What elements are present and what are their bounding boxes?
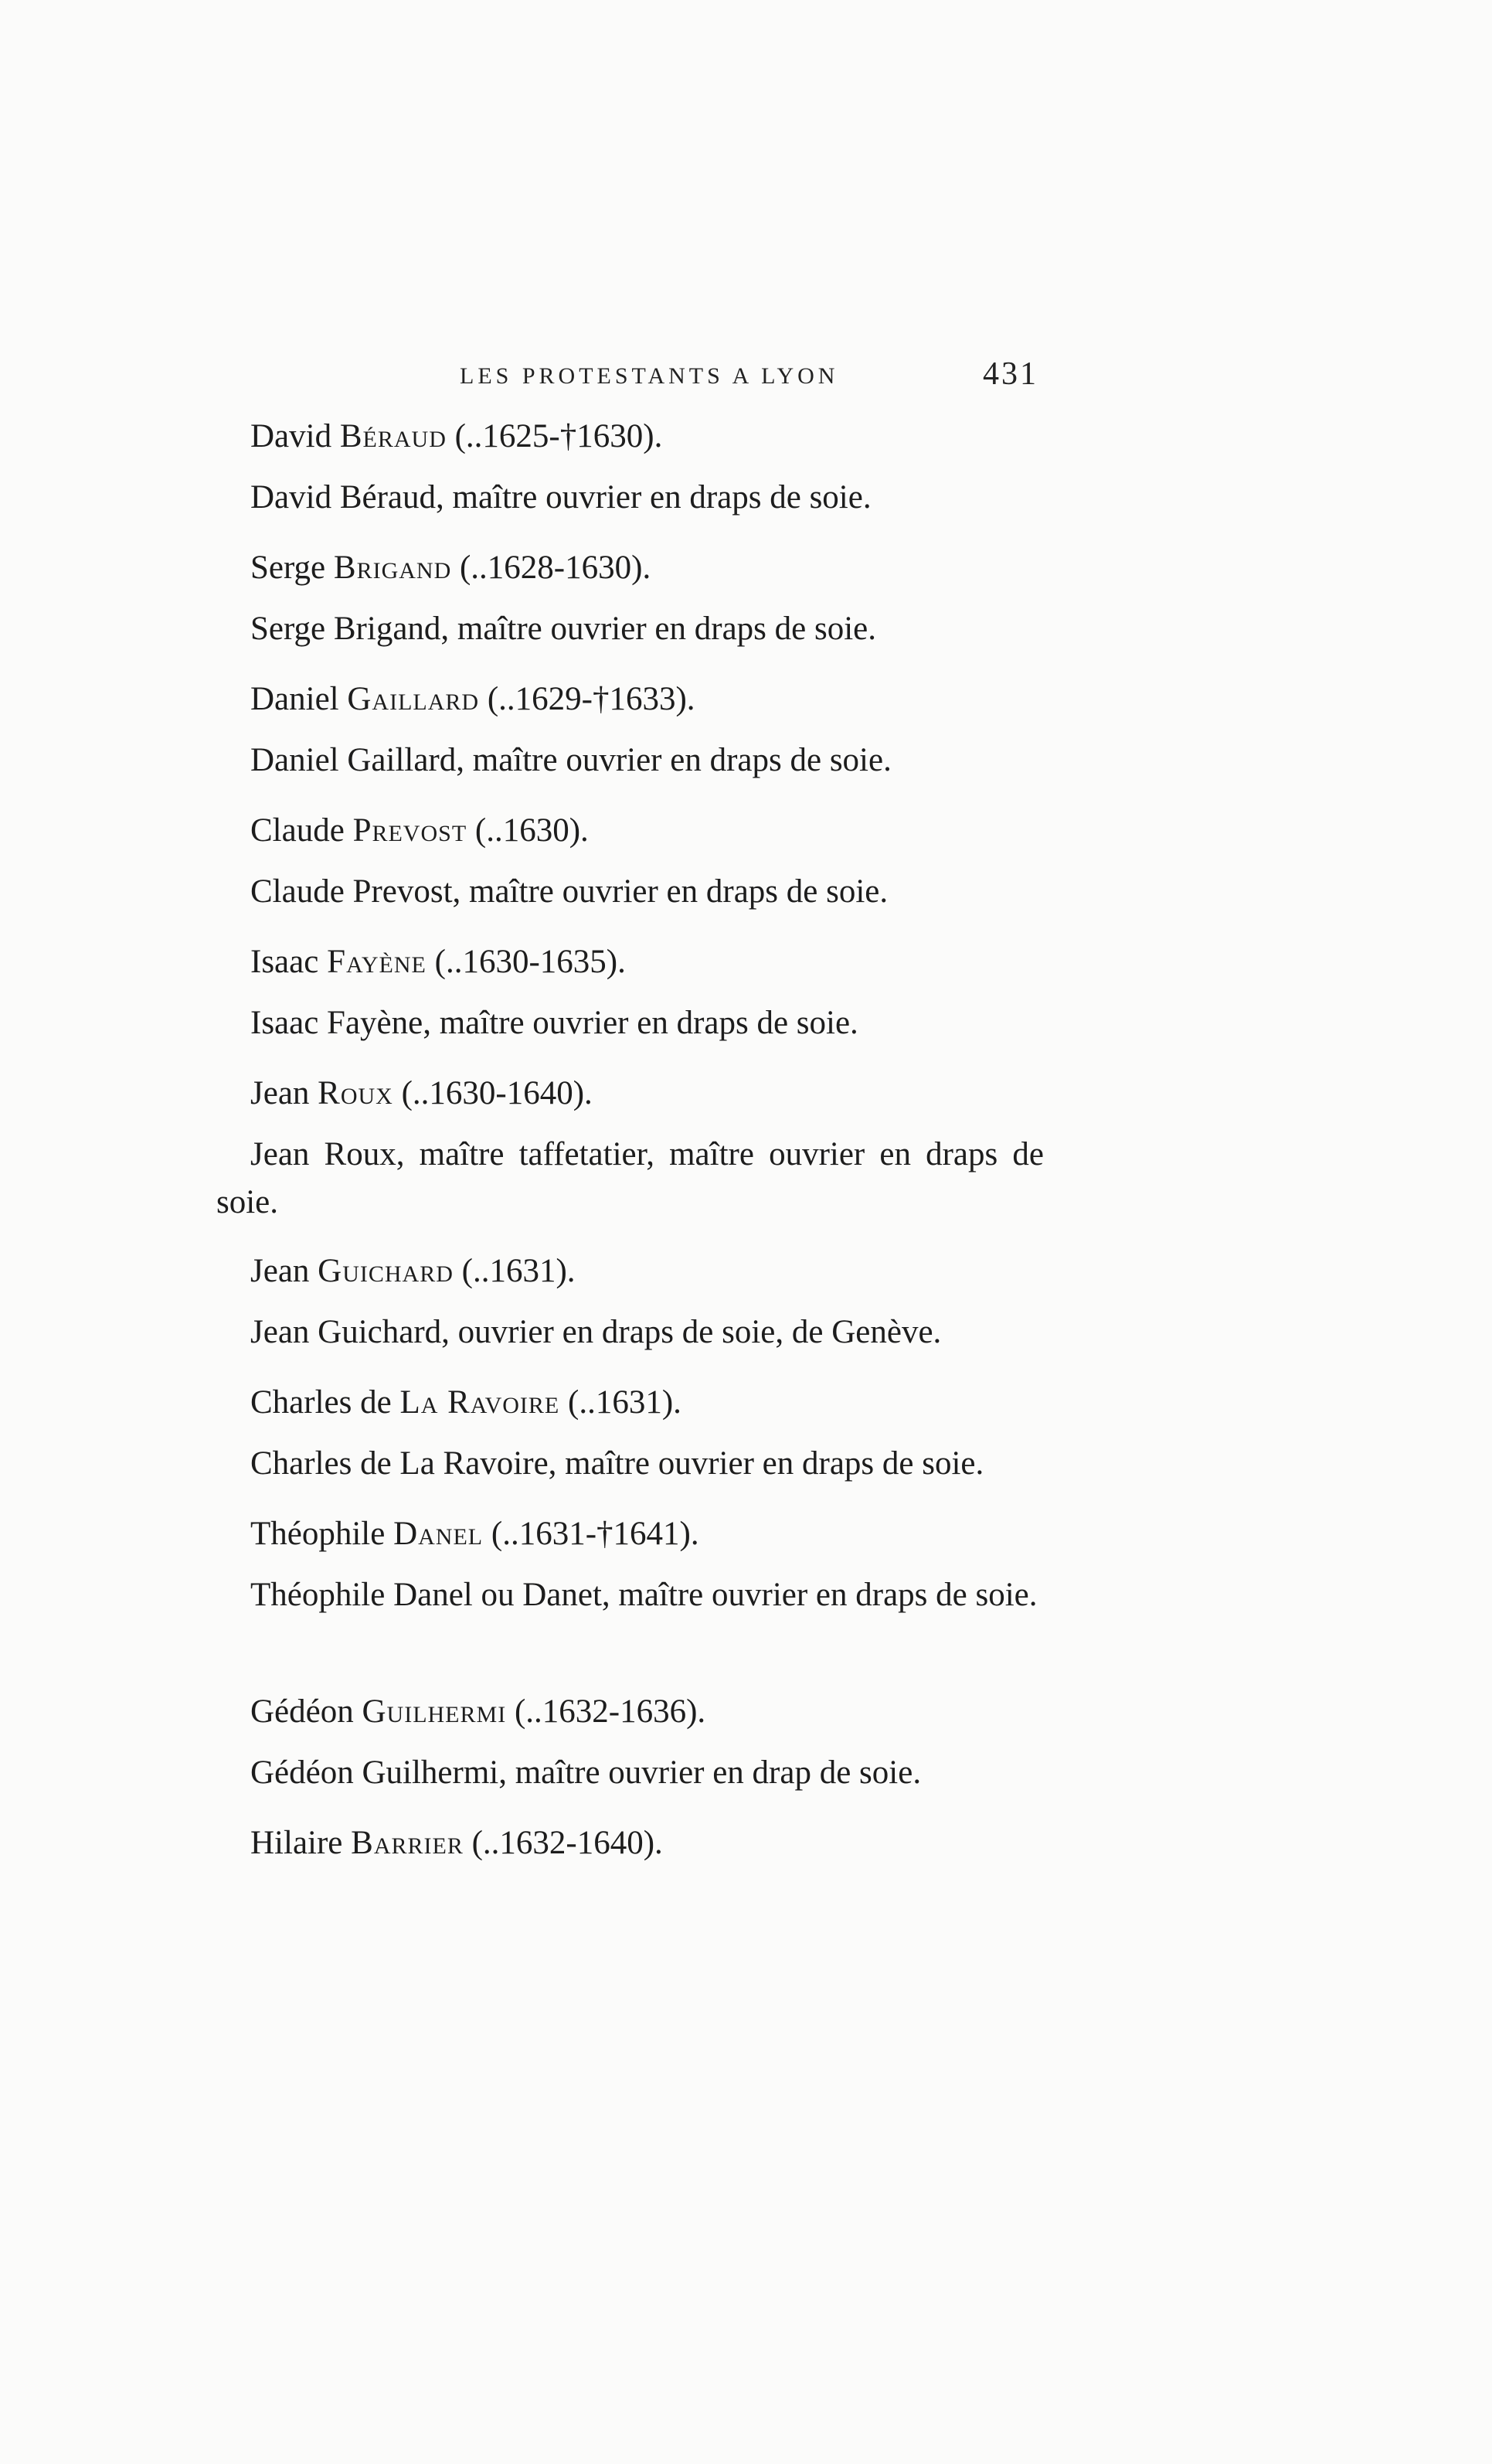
entry-heading: [250, 1689, 705, 1735]
first-name: Charles de: [250, 1384, 392, 1421]
first-name: Jean: [250, 1253, 310, 1289]
entry-description: Théophile Danel ou Danet, maître ouvrier en draps de soie.: [250, 1577, 1038, 1613]
entry-heading: [250, 414, 662, 460]
dates: (..1630-1640).: [401, 1075, 593, 1111]
surname: Roux: [318, 1075, 393, 1111]
surname: Guichard: [318, 1253, 454, 1289]
running-head: [0, 354, 1492, 400]
surname: Gaillard: [347, 681, 480, 717]
running-title: LES PROTESTANTS A LYON: [460, 363, 839, 389]
entry-description: Daniel Gaillard, maître ouvrier en draps de soie.: [250, 742, 892, 778]
surname: Brigand: [333, 550, 452, 586]
dates: (..1632-1640).: [471, 1825, 663, 1861]
entry-heading: [250, 1820, 663, 1867]
entry-heading: [250, 1511, 699, 1557]
entry-description: Charles de La Ravoire, maître ouvrier en draps de soie.: [250, 1445, 984, 1482]
entry-description: Serge Brigand, maître ouvrier en draps de soie.: [250, 611, 876, 647]
entry-heading: [250, 808, 589, 854]
dates: (..1631).: [568, 1384, 681, 1421]
entry-description: Jean Roux, maître taffetatier, maître ouvrier en draps de soie.: [216, 1136, 1044, 1220]
dates: (..1632-1636).: [514, 1693, 706, 1730]
surname: Béraud: [339, 418, 447, 454]
entry-heading: [250, 676, 695, 723]
entry-heading: [250, 545, 651, 591]
surname: Prevost: [352, 812, 467, 849]
page-number: 431: [983, 356, 1038, 392]
entry-heading: [250, 1070, 593, 1117]
surname: Barrier: [351, 1825, 464, 1861]
entry-heading: [250, 1248, 576, 1295]
first-name: David: [250, 418, 332, 454]
surname: Fayène: [327, 944, 427, 980]
first-name: Serge: [250, 550, 326, 586]
dates: (..1631-†1641).: [491, 1516, 699, 1552]
entry-description: Gédéon Guilhermi, maître ouvrier en drap de soie.: [250, 1754, 922, 1791]
dates: (..1630).: [474, 812, 589, 849]
dates: (..1628-1630).: [459, 550, 651, 586]
first-name: Hilaire: [250, 1825, 343, 1861]
first-name: Théophile: [250, 1516, 386, 1552]
first-name: Daniel: [250, 681, 339, 717]
first-name: Jean: [250, 1075, 310, 1111]
entry-description: Claude Prevost, maître ouvrier en draps de soie.: [250, 873, 889, 910]
dates: (..1629-†1633).: [487, 681, 695, 717]
entry-heading: [250, 1380, 681, 1426]
surname: La Ravoire: [399, 1384, 560, 1421]
dates: (..1630-1635).: [434, 944, 626, 980]
entry-description: Isaac Fayène, maître ouvrier en draps de soie.: [250, 1005, 858, 1041]
first-name: Gédéon: [250, 1693, 354, 1730]
first-name: Claude: [250, 812, 345, 849]
entry-heading: [250, 939, 626, 985]
entry-description: Jean Guichard, ouvrier en draps de soie, de Genève.: [250, 1314, 942, 1350]
dates: (..1625-†1630).: [454, 418, 663, 454]
surname: Guilhermi: [362, 1693, 507, 1730]
dates: (..1631).: [461, 1253, 576, 1289]
entry-description: David Béraud, maître ouvrier en draps de soie.: [250, 479, 872, 516]
first-name: Isaac: [250, 944, 319, 980]
surname: Danel: [393, 1516, 484, 1552]
